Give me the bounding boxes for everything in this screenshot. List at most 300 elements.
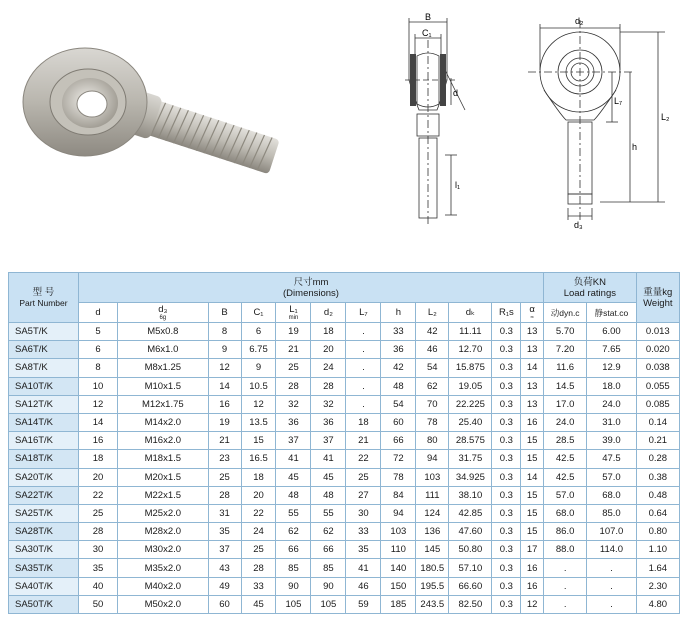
label-L2: L₂	[661, 112, 670, 122]
cell-w: 0.038	[636, 359, 679, 377]
cell-h: 103	[381, 523, 416, 541]
cell-B: 21	[208, 432, 241, 450]
cell-dyn: 68.0	[544, 504, 587, 522]
table-body	[9, 323, 680, 614]
cell-alpha: 14	[521, 359, 544, 377]
cell-R1s: 0.3	[492, 523, 521, 541]
cell-L7: .	[346, 323, 381, 341]
label-d3: d₃	[574, 220, 583, 230]
label-d2: d₂	[575, 16, 584, 26]
cell-stat: 24.0	[587, 395, 636, 413]
cell-L7: .	[346, 395, 381, 413]
cell-d2: 28	[311, 377, 346, 395]
cell-R1s: 0.3	[492, 504, 521, 522]
cell-alpha: 15	[521, 504, 544, 522]
cell-model: SA20T/K	[9, 468, 79, 486]
cell-L7: 59	[346, 595, 381, 613]
col-L1-label: L₁	[289, 304, 298, 315]
cell-stat: 6.00	[587, 323, 636, 341]
spec-table	[8, 272, 680, 614]
cell-L2: 46	[416, 341, 449, 359]
cell-L2: 42	[416, 323, 449, 341]
cell-stat: 18.0	[587, 377, 636, 395]
cell-d3: M6x1.0	[118, 341, 209, 359]
cell-w: 1.10	[636, 541, 679, 559]
cell-d2: 90	[311, 577, 346, 595]
cell-w: 0.48	[636, 486, 679, 504]
cell-L1: 32	[276, 395, 311, 413]
cell-stat: .	[587, 577, 636, 595]
cell-L7: 33	[346, 523, 381, 541]
cell-model: SA14T/K	[9, 413, 79, 431]
cell-L2: 103	[416, 468, 449, 486]
cell-h: 185	[381, 595, 416, 613]
cell-C1: 6	[241, 323, 276, 341]
cell-dk: 22.225	[449, 395, 492, 413]
dims-en: (Dimensions)	[283, 287, 339, 299]
cell-d2: 85	[311, 559, 346, 577]
col-weight	[636, 273, 679, 323]
cell-model: SA22T/K	[9, 486, 79, 504]
cell-L2: 54	[416, 359, 449, 377]
col-d2: d₂	[311, 303, 346, 323]
cell-B: 31	[208, 504, 241, 522]
table-row	[9, 595, 680, 613]
cell-L1: 105	[276, 595, 311, 613]
cell-C1: 25	[241, 541, 276, 559]
rod-end-photo	[10, 20, 300, 220]
cell-dk: 25.40	[449, 413, 492, 431]
load-cn: 负荷KN	[573, 276, 606, 288]
cell-L1: 41	[276, 450, 311, 468]
cell-d: 22	[78, 486, 117, 504]
cell-L7: 18	[346, 413, 381, 431]
cell-L1: 85	[276, 559, 311, 577]
cell-alpha: 12	[521, 595, 544, 613]
cell-B: 8	[208, 323, 241, 341]
cell-dk: 12.70	[449, 341, 492, 359]
cell-alpha: 13	[521, 323, 544, 341]
col-R1s: R₁s	[492, 303, 521, 323]
cell-dk: 11.11	[449, 323, 492, 341]
cell-L2: 70	[416, 395, 449, 413]
cell-R1s: 0.3	[492, 486, 521, 504]
cell-dyn: .	[544, 595, 587, 613]
cell-B: 49	[208, 577, 241, 595]
cell-d3: M40x2.0	[118, 577, 209, 595]
cell-L7: 21	[346, 432, 381, 450]
cell-L7: 27	[346, 486, 381, 504]
cell-C1: 18	[241, 468, 276, 486]
cell-d: 25	[78, 504, 117, 522]
cell-d3: M25x2.0	[118, 504, 209, 522]
cell-L7: 41	[346, 559, 381, 577]
cell-dk: 28.575	[449, 432, 492, 450]
table-row	[9, 323, 680, 341]
cell-d2: 45	[311, 468, 346, 486]
cell-C1: 20	[241, 486, 276, 504]
cell-dk: 15.875	[449, 359, 492, 377]
cell-w: 0.38	[636, 468, 679, 486]
table-row	[9, 341, 680, 359]
cell-w: 0.80	[636, 523, 679, 541]
header-row-1	[9, 273, 680, 303]
cell-stat: 85.0	[587, 504, 636, 522]
cell-L7: .	[346, 359, 381, 377]
table-row	[9, 432, 680, 450]
cell-L2: 62	[416, 377, 449, 395]
cell-L7: 46	[346, 577, 381, 595]
cell-L1: 21	[276, 341, 311, 359]
cell-d: 10	[78, 377, 117, 395]
col-alpha-label: α	[529, 304, 535, 315]
cell-C1: 16.5	[241, 450, 276, 468]
cell-dyn: 86.0	[544, 523, 587, 541]
cell-d3: M50x2.0	[118, 595, 209, 613]
cell-d2: 20	[311, 341, 346, 359]
cell-w: 0.14	[636, 413, 679, 431]
cell-w: 0.28	[636, 450, 679, 468]
cell-L1: 25	[276, 359, 311, 377]
col-alpha-sub: ≈	[530, 315, 534, 321]
cell-d2: 24	[311, 359, 346, 377]
cell-L1: 37	[276, 432, 311, 450]
cell-dyn: 17.0	[544, 395, 587, 413]
cell-d2: 62	[311, 523, 346, 541]
cell-L2: 124	[416, 504, 449, 522]
cell-dyn: .	[544, 559, 587, 577]
cell-h: 110	[381, 541, 416, 559]
table-row	[9, 468, 680, 486]
cell-B: 9	[208, 341, 241, 359]
cell-R1s: 0.3	[492, 450, 521, 468]
load-en: Load ratings	[563, 287, 616, 299]
cell-B: 12	[208, 359, 241, 377]
cell-dk: 66.60	[449, 577, 492, 595]
table-row	[9, 377, 680, 395]
cell-C1: 33	[241, 577, 276, 595]
cell-dyn: 11.6	[544, 359, 587, 377]
cell-alpha: 16	[521, 577, 544, 595]
cell-d: 40	[78, 577, 117, 595]
cell-dyn: 28.5	[544, 432, 587, 450]
cell-w: 1.64	[636, 559, 679, 577]
cell-L1: 90	[276, 577, 311, 595]
cell-alpha: 13	[521, 395, 544, 413]
cell-d: 5	[78, 323, 117, 341]
cell-d2: 55	[311, 504, 346, 522]
label-l1: l₁	[455, 180, 461, 190]
cell-stat: 12.9	[587, 359, 636, 377]
col-part-number	[9, 273, 79, 323]
cell-h: 33	[381, 323, 416, 341]
cell-B: 35	[208, 523, 241, 541]
cell-L7: 25	[346, 468, 381, 486]
cell-R1s: 0.3	[492, 559, 521, 577]
cell-L7: 22	[346, 450, 381, 468]
cell-R1s: 0.3	[492, 377, 521, 395]
cell-dyn: 24.0	[544, 413, 587, 431]
cell-d3: M10x1.5	[118, 377, 209, 395]
cell-R1s: 0.3	[492, 468, 521, 486]
cell-h: 94	[381, 504, 416, 522]
cell-B: 28	[208, 486, 241, 504]
col-dyn: 动dyn.c	[544, 303, 587, 323]
col-L1-sub: min	[288, 315, 299, 321]
cell-d: 18	[78, 450, 117, 468]
cell-stat: 68.0	[587, 486, 636, 504]
cell-d: 6	[78, 341, 117, 359]
cell-B: 14	[208, 377, 241, 395]
cell-L2: 111	[416, 486, 449, 504]
cell-w: 0.085	[636, 395, 679, 413]
label-h: h	[632, 142, 638, 152]
cell-B: 25	[208, 468, 241, 486]
cell-dk: 34.925	[449, 468, 492, 486]
cell-stat: 114.0	[587, 541, 636, 559]
col-alpha	[521, 303, 544, 323]
cell-dyn: .	[544, 577, 587, 595]
cell-L2: 78	[416, 413, 449, 431]
cell-d: 14	[78, 413, 117, 431]
cell-alpha: 13	[521, 341, 544, 359]
cell-h: 36	[381, 341, 416, 359]
cell-R1s: 0.3	[492, 323, 521, 341]
cell-d: 28	[78, 523, 117, 541]
cell-R1s: 0.3	[492, 432, 521, 450]
cell-h: 60	[381, 413, 416, 431]
cell-d2: 18	[311, 323, 346, 341]
cell-alpha: 14	[521, 468, 544, 486]
cell-dyn: 57.0	[544, 486, 587, 504]
dims-cn: 尺寸mm	[293, 276, 329, 288]
model-en: Part Number	[19, 297, 68, 308]
cell-d3: M35x2.0	[118, 559, 209, 577]
cell-d2: 66	[311, 541, 346, 559]
cell-stat: .	[587, 595, 636, 613]
cell-model: SA25T/K	[9, 504, 79, 522]
col-L2: L₂	[416, 303, 449, 323]
weight-en: Weight	[643, 297, 673, 309]
cell-L2: 195.5	[416, 577, 449, 595]
front-view-drawing	[520, 10, 685, 230]
cell-stat: 107.0	[587, 523, 636, 541]
col-C1: C₁	[241, 303, 276, 323]
cell-L1: 28	[276, 377, 311, 395]
cell-L2: 145	[416, 541, 449, 559]
col-h: h	[381, 303, 416, 323]
cell-B: 60	[208, 595, 241, 613]
cell-model: SA8T/K	[9, 359, 79, 377]
cell-L2: 94	[416, 450, 449, 468]
cell-w: 0.64	[636, 504, 679, 522]
cell-dyn: 14.5	[544, 377, 587, 395]
cell-C1: 45	[241, 595, 276, 613]
cell-model: SA5T/K	[9, 323, 79, 341]
cell-L1: 19	[276, 323, 311, 341]
cell-h: 84	[381, 486, 416, 504]
cell-h: 48	[381, 377, 416, 395]
cell-alpha: 15	[521, 432, 544, 450]
cell-d2: 105	[311, 595, 346, 613]
cell-C1: 24	[241, 523, 276, 541]
cell-alpha: 15	[521, 523, 544, 541]
cell-L1: 66	[276, 541, 311, 559]
cell-d3: M14x2.0	[118, 413, 209, 431]
cell-R1s: 0.3	[492, 541, 521, 559]
cell-alpha: 17	[521, 541, 544, 559]
cell-B: 19	[208, 413, 241, 431]
product-illustrations	[0, 0, 689, 262]
cell-C1: 12	[241, 395, 276, 413]
cell-w: 0.055	[636, 377, 679, 395]
label-d: d	[453, 88, 459, 98]
cell-L1: 48	[276, 486, 311, 504]
cell-dyn: 42.5	[544, 450, 587, 468]
cell-L1: 62	[276, 523, 311, 541]
cell-C1: 15	[241, 432, 276, 450]
cell-d: 8	[78, 359, 117, 377]
cell-stat: 31.0	[587, 413, 636, 431]
cell-w: 0.013	[636, 323, 679, 341]
side-section-drawing	[395, 10, 515, 230]
col-d3-sub: 6g	[159, 315, 167, 321]
cell-model: SA18T/K	[9, 450, 79, 468]
cell-model: SA50T/K	[9, 595, 79, 613]
cell-stat: 47.5	[587, 450, 636, 468]
cell-alpha: 15	[521, 486, 544, 504]
cell-model: SA6T/K	[9, 341, 79, 359]
cell-w: 0.21	[636, 432, 679, 450]
cell-d3: M22x1.5	[118, 486, 209, 504]
cell-h: 42	[381, 359, 416, 377]
cell-C1: 9	[241, 359, 276, 377]
col-L1	[276, 303, 311, 323]
cell-model: SA10T/K	[9, 377, 79, 395]
cell-model: SA16T/K	[9, 432, 79, 450]
cell-model: SA35T/K	[9, 559, 79, 577]
cell-d: 50	[78, 595, 117, 613]
cell-model: SA28T/K	[9, 523, 79, 541]
cell-d2: 32	[311, 395, 346, 413]
cell-R1s: 0.3	[492, 395, 521, 413]
cell-w: 4.80	[636, 595, 679, 613]
cell-B: 37	[208, 541, 241, 559]
cell-L2: 80	[416, 432, 449, 450]
cell-stat: 39.0	[587, 432, 636, 450]
cell-stat: 7.65	[587, 341, 636, 359]
cell-stat: .	[587, 559, 636, 577]
cell-dyn: 88.0	[544, 541, 587, 559]
cell-model: SA30T/K	[9, 541, 79, 559]
cell-model: SA40T/K	[9, 577, 79, 595]
cell-d: 20	[78, 468, 117, 486]
cell-C1: 6.75	[241, 341, 276, 359]
cell-L2: 243.5	[416, 595, 449, 613]
cell-L2: 136	[416, 523, 449, 541]
cell-d: 16	[78, 432, 117, 450]
table-row	[9, 504, 680, 522]
cell-dk: 42.85	[449, 504, 492, 522]
col-dimensions	[78, 273, 543, 303]
cell-dk: 82.50	[449, 595, 492, 613]
cell-d3: M5x0.8	[118, 323, 209, 341]
cell-B: 23	[208, 450, 241, 468]
col-stat: 静stat.co	[587, 303, 636, 323]
col-B: B	[208, 303, 241, 323]
cell-R1s: 0.3	[492, 577, 521, 595]
cell-L2: 180.5	[416, 559, 449, 577]
cell-d2: 48	[311, 486, 346, 504]
cell-d3: M16x2.0	[118, 432, 209, 450]
cell-alpha: 15	[521, 450, 544, 468]
cell-L1: 55	[276, 504, 311, 522]
cell-R1s: 0.3	[492, 359, 521, 377]
table-row	[9, 577, 680, 595]
header-row-2	[9, 303, 680, 323]
cell-C1: 28	[241, 559, 276, 577]
cell-w: 2.30	[636, 577, 679, 595]
col-d3-label: d₃	[158, 304, 168, 315]
cell-dyn: 42.5	[544, 468, 587, 486]
cell-h: 54	[381, 395, 416, 413]
label-C1: C₁	[422, 28, 432, 38]
label-B: B	[425, 12, 432, 22]
weight-cn: 重量kg	[643, 286, 673, 298]
cell-model: SA12T/K	[9, 395, 79, 413]
cell-h: 150	[381, 577, 416, 595]
cell-dk: 57.10	[449, 559, 492, 577]
cell-d2: 41	[311, 450, 346, 468]
col-d: d	[78, 303, 117, 323]
cell-R1s: 0.3	[492, 595, 521, 613]
cell-L7: .	[346, 377, 381, 395]
table-row	[9, 486, 680, 504]
cell-d: 12	[78, 395, 117, 413]
model-cn: 型 号	[32, 286, 55, 298]
cell-dyn: 7.20	[544, 341, 587, 359]
table-row	[9, 450, 680, 468]
cell-d3: M28x2.0	[118, 523, 209, 541]
cell-d3: M12x1.75	[118, 395, 209, 413]
cell-L1: 36	[276, 413, 311, 431]
cell-L7: .	[346, 341, 381, 359]
cell-dk: 31.75	[449, 450, 492, 468]
table-row	[9, 413, 680, 431]
col-load-ratings	[544, 273, 637, 303]
table-row	[9, 395, 680, 413]
cell-dk: 47.60	[449, 523, 492, 541]
cell-B: 16	[208, 395, 241, 413]
cell-h: 140	[381, 559, 416, 577]
cell-d3: M18x1.5	[118, 450, 209, 468]
cell-L1: 45	[276, 468, 311, 486]
cell-alpha: 16	[521, 559, 544, 577]
cell-h: 66	[381, 432, 416, 450]
col-dk: dₖ	[449, 303, 492, 323]
cell-d: 30	[78, 541, 117, 559]
cell-d2: 37	[311, 432, 346, 450]
cell-C1: 10.5	[241, 377, 276, 395]
cell-stat: 57.0	[587, 468, 636, 486]
cell-d3: M8x1.25	[118, 359, 209, 377]
cell-dk: 38.10	[449, 486, 492, 504]
cell-h: 78	[381, 468, 416, 486]
table-row	[9, 541, 680, 559]
cell-d: 35	[78, 559, 117, 577]
cell-R1s: 0.3	[492, 413, 521, 431]
cell-R1s: 0.3	[492, 341, 521, 359]
